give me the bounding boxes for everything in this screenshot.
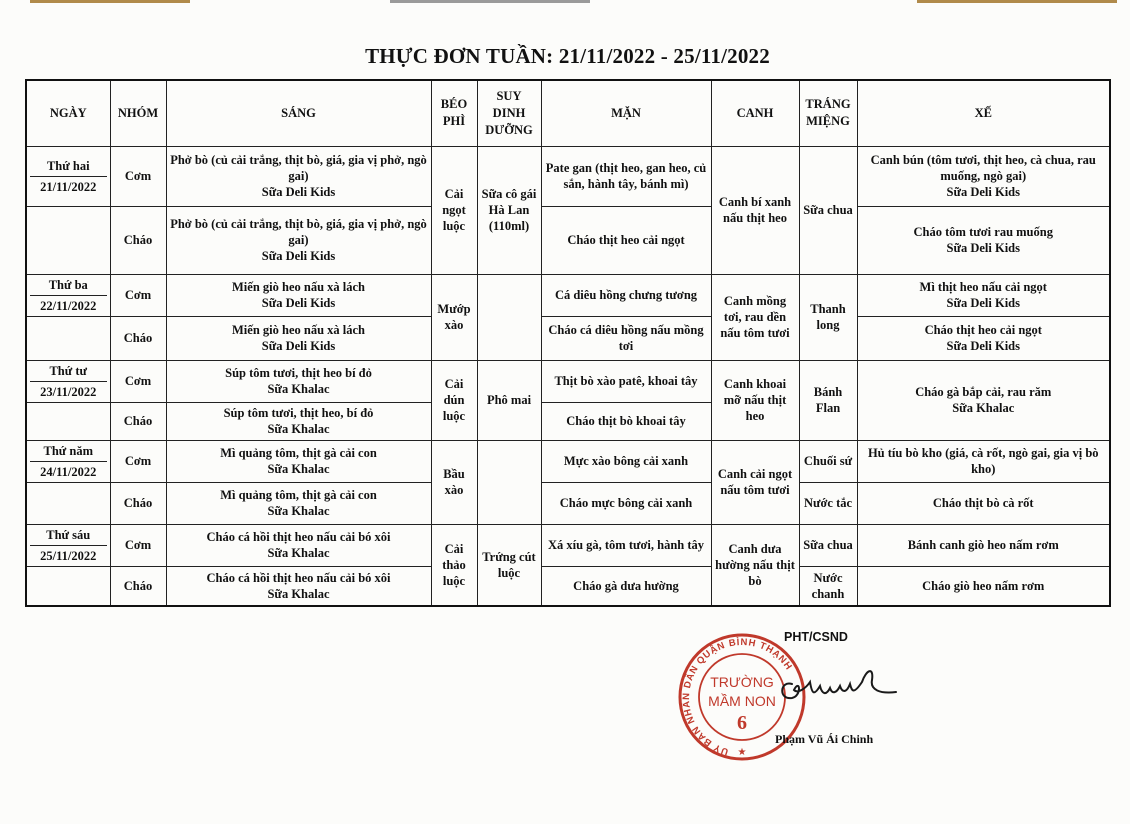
breakfast-dish: Cháo cá hồi thịt heo nấu cải bó xôi — [206, 530, 391, 544]
table-row — [26, 360, 1110, 402]
snack-dish: Canh bún (tôm tươi, thịt heo, cà chua, rau muống, ngò gai) — [870, 153, 1096, 183]
table-row — [26, 206, 1110, 274]
main-dish-cell: Cháo thịt bò khoai tây — [541, 402, 711, 440]
snack-dish: Cháo thịt heo cải ngọt — [924, 323, 1042, 337]
table-row — [26, 524, 1110, 566]
dessert-cell: Thanh long — [799, 274, 857, 360]
snack-cell — [857, 316, 1110, 360]
snack-milk: Sữa Deli Kids — [946, 296, 1020, 310]
breakfast-milk: Sữa Khalac — [267, 462, 330, 476]
breakfast-dish: Súp tôm tươi, thịt heo, bí đỏ — [223, 406, 374, 420]
snack-cell — [857, 146, 1110, 206]
dessert-cell: Bánh Flan — [799, 360, 857, 440]
breakfast-dish: Mì quảng tôm, thịt gà cải con — [220, 488, 377, 502]
breakfast-dish: Phở bò (củ cải trắng, thịt bò, giá, gia vị phở, ngò gai) — [170, 217, 427, 247]
stamp-number: 6 — [737, 712, 747, 734]
group-cell: Cơm — [110, 440, 166, 482]
day-date: 24/11/2022 — [40, 464, 97, 479]
scan-edge-mark — [390, 0, 590, 3]
obese-diet-cell: Cải thảo luộc — [431, 524, 477, 606]
day-name: Thứ sáu — [30, 526, 107, 546]
group-cell: Cơm — [110, 146, 166, 206]
group-cell: Cơm — [110, 360, 166, 402]
main-dish-cell: Pate gan (thịt heo, gan heo, củ sắn, hành tây, bánh mì) — [541, 146, 711, 206]
snack-dish: Mì thịt heo nấu cải ngọt — [919, 280, 1047, 294]
group-cell: Cơm — [110, 274, 166, 316]
day-date: 25/11/2022 — [40, 548, 97, 563]
table-row — [26, 146, 1110, 206]
table-row — [26, 274, 1110, 316]
dessert-cell: Sữa chua — [799, 146, 857, 274]
header-man: MẶN — [541, 80, 711, 146]
stamp-line2: MẦM NON — [708, 693, 776, 709]
snack-cell: Bánh canh giò heo nấm rơm — [857, 524, 1110, 566]
malnutrition-diet-cell: Sữa cô gái Hà Lan (110ml) — [477, 146, 541, 274]
soup-cell: Canh khoai mỡ nấu thịt heo — [711, 360, 799, 440]
breakfast-milk: Sữa Deli Kids — [261, 185, 336, 199]
main-dish-cell: Cháo mực bông cải xanh — [541, 482, 711, 524]
main-dish-cell: Cá diêu hồng chưng tương — [541, 274, 711, 316]
breakfast-dish: Miến giò heo nấu xà lách — [232, 323, 365, 337]
header-sang: SÁNG — [166, 80, 431, 146]
soup-cell: Canh bí xanh nấu thịt heo — [711, 146, 799, 274]
day-name: Thứ ba — [30, 276, 107, 296]
soup-cell: Canh mồng tơi, rau dền nấu tôm tươi — [711, 274, 799, 360]
snack-cell — [857, 360, 1110, 440]
header-nhom: NHÓM — [110, 80, 166, 146]
breakfast-milk: Sữa Khalac — [267, 382, 330, 396]
main-dish-cell: Cháo cá diêu hồng nấu mồng tơi — [541, 316, 711, 360]
breakfast-cell — [166, 440, 431, 482]
day-date: 22/11/2022 — [40, 298, 97, 313]
snack-dish: Cháo tôm tươi rau muống — [913, 225, 1053, 239]
malnutrition-diet-cell — [477, 274, 541, 360]
obese-diet-cell: Bầu xào — [431, 440, 477, 524]
table-row — [26, 482, 1110, 524]
obese-diet-cell: Cải ngọt luộc — [431, 146, 477, 274]
day-cell-empty — [26, 402, 110, 440]
breakfast-milk: Sữa Khalac — [267, 546, 330, 560]
dessert-cell: Nước chanh — [799, 566, 857, 606]
stamp-star-icon: ★ — [737, 747, 747, 758]
page-title: THỰC ĐƠN TUẦN: 21/11/2022 - 25/11/2022 — [365, 44, 770, 68]
signer-role: PHT/CSND — [784, 630, 848, 644]
main-dish-cell: Xá xíu gà, tôm tươi, hành tây — [541, 524, 711, 566]
scan-edge-mark — [917, 0, 1117, 3]
breakfast-milk: Sữa Khalac — [267, 586, 330, 601]
malnutrition-diet-cell: Phô mai — [477, 360, 541, 440]
breakfast-cell — [166, 402, 431, 440]
breakfast-dish: Cháo cá hồi thịt heo nấu cải bó xôi — [206, 570, 391, 585]
group-cell: Cháo — [110, 482, 166, 524]
malnutrition-diet-cell: Trứng cút luộc — [477, 524, 541, 606]
snack-milk: Sữa Deli Kids — [946, 185, 1020, 199]
snack-dish: Cháo gà bắp cải, rau răm — [915, 385, 1052, 399]
dessert-cell: Sữa chua — [799, 524, 857, 566]
day-cell — [26, 146, 110, 206]
soup-cell: Canh dưa hường nấu thịt bò — [711, 524, 799, 606]
obese-diet-cell: Mướp xào — [431, 274, 477, 360]
breakfast-cell — [166, 524, 431, 566]
breakfast-milk: Sữa Khalac — [267, 422, 330, 436]
breakfast-cell — [166, 360, 431, 402]
table-row — [26, 566, 1110, 606]
day-name: Thứ tư — [30, 362, 107, 382]
day-cell — [26, 360, 110, 402]
header-suy-dinh-duong: SUY DINH DƯỠNG — [477, 80, 541, 146]
day-cell-empty — [26, 482, 110, 524]
group-cell: Cơm — [110, 524, 166, 566]
header-beo-phi: BÉO PHÌ — [431, 80, 477, 146]
snack-cell — [857, 274, 1110, 316]
snack-milk: Sữa Khalac — [952, 401, 1015, 415]
breakfast-milk: Sữa Deli Kids — [261, 296, 336, 310]
breakfast-cell — [166, 316, 431, 360]
breakfast-milk: Sữa Deli Kids — [261, 339, 336, 353]
day-cell — [26, 274, 110, 316]
main-dish-cell: Thịt bò xào patê, khoai tây — [541, 360, 711, 402]
table-row — [26, 316, 1110, 360]
snack-milk: Sữa Deli Kids — [946, 241, 1020, 255]
main-dish-cell: Mực xào bông cải xanh — [541, 440, 711, 482]
header-xe: XẾ — [857, 80, 1110, 146]
breakfast-cell — [166, 146, 431, 206]
malnutrition-diet-cell — [477, 440, 541, 524]
breakfast-cell — [166, 274, 431, 316]
main-dish-cell: Cháo gà dưa hường — [541, 566, 711, 606]
breakfast-dish: Mì quảng tôm, thịt gà cải con — [220, 446, 377, 460]
group-cell: Cháo — [110, 402, 166, 440]
header-trang-mieng: TRÁNG MIỆNG — [799, 80, 857, 146]
day-cell — [26, 440, 110, 482]
day-name: Thứ năm — [30, 442, 107, 462]
scan-edge-mark — [30, 0, 190, 3]
day-cell-empty — [26, 206, 110, 274]
breakfast-cell — [166, 482, 431, 524]
breakfast-dish: Miến giò heo nấu xà lách — [232, 280, 365, 294]
day-cell-empty — [26, 566, 110, 606]
dessert-cell: Chuối sứ — [799, 440, 857, 482]
header-canh: CANH — [711, 80, 799, 146]
breakfast-milk: Sữa Deli Kids — [261, 249, 336, 263]
snack-cell: Cháo giò heo nấm rơm — [857, 566, 1110, 606]
day-name: Thứ hai — [30, 157, 107, 177]
header-row — [26, 80, 1110, 146]
breakfast-milk: Sữa Khalac — [267, 504, 330, 518]
dessert-cell: Nước tắc — [799, 482, 857, 524]
signature — [770, 660, 910, 710]
breakfast-dish: Phở bò (củ cải trắng, thịt bò, giá, gia vị phở, ngò gai) — [170, 153, 427, 183]
header-ngay: NGÀY — [26, 80, 110, 146]
stamp-ring-text: UỶ BAN NHÂN DÂN QUẬN BÌNH THẠNH — [680, 636, 795, 758]
main-dish-cell: Cháo thịt heo cải ngọt — [541, 206, 711, 274]
breakfast-cell — [166, 206, 431, 274]
signer-name: Phạm Vũ Ái Chinh — [775, 732, 874, 746]
breakfast-cell — [166, 566, 431, 606]
day-date: 23/11/2022 — [40, 384, 97, 399]
day-cell-empty — [26, 316, 110, 360]
snack-cell: Cháo thịt bò cà rốt — [857, 482, 1110, 524]
group-cell: Cháo — [110, 316, 166, 360]
snack-milk: Sữa Deli Kids — [946, 339, 1020, 353]
snack-cell: Hủ tíu bò kho (giá, cà rốt, ngò gai, gia vị bò kho) — [857, 440, 1110, 482]
group-cell: Cháo — [110, 566, 166, 606]
breakfast-dish: Súp tôm tươi, thịt heo bí đỏ — [225, 366, 372, 380]
group-cell: Cháo — [110, 206, 166, 274]
snack-cell — [857, 206, 1110, 274]
soup-cell: Canh cải ngọt nấu tôm tươi — [711, 440, 799, 524]
day-cell — [26, 524, 110, 566]
table-row — [26, 440, 1110, 482]
obese-diet-cell: Cải dún luộc — [431, 360, 477, 440]
weekly-menu-table — [25, 79, 1111, 607]
stamp-line1: TRƯỜNG — [710, 674, 774, 690]
day-date: 21/11/2022 — [40, 179, 97, 194]
